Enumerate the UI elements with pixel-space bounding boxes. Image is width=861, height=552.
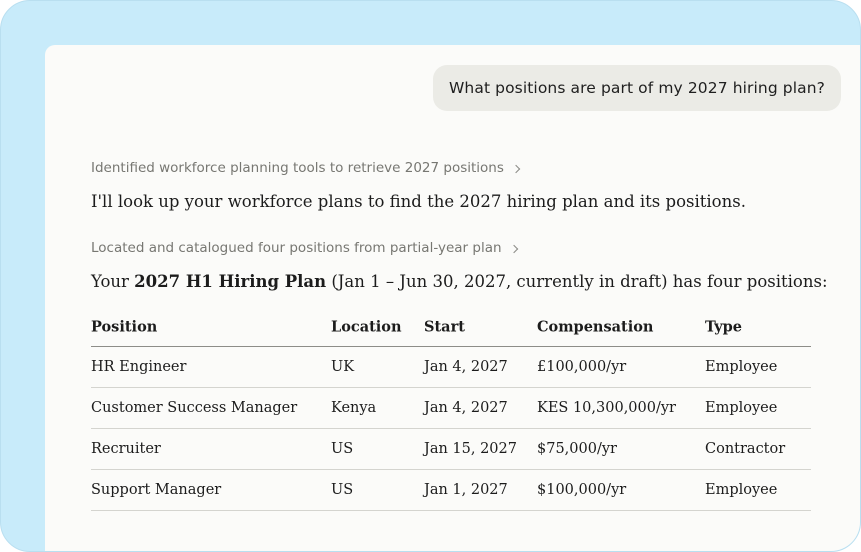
- cell-compensation: £100,000/yr: [537, 359, 627, 375]
- cell-start: Jan 15, 2027: [424, 441, 517, 457]
- summary-prefix: Your: [91, 272, 135, 291]
- table-header-row: [91, 307, 811, 347]
- cell-location: US: [331, 482, 354, 498]
- cell-position: HR Engineer: [91, 359, 187, 375]
- reasoning-step-2[interactable]: [91, 240, 517, 256]
- column-header-type: Type: [705, 318, 742, 335]
- cell-compensation: KES 10,300,000/yr: [537, 400, 676, 416]
- chat-panel: [45, 45, 861, 552]
- user-message-bubble: [433, 65, 841, 111]
- reasoning-step-label: Identified workforce planning tools to retrieve 2027 positions: [91, 160, 504, 176]
- cell-type: Contractor: [705, 441, 786, 457]
- column-header-location: Location: [331, 318, 402, 335]
- summary-suffix: (Jan 1 – Jun 30, 2027, currently in draft) has four positions:: [326, 272, 828, 291]
- table-row: [91, 347, 811, 388]
- reasoning-step-label: Located and catalogued four positions from partial-year plan: [91, 240, 502, 256]
- chevron-right-icon: [509, 244, 517, 252]
- cell-start: Jan 4, 2027: [424, 400, 508, 416]
- response-intro: I'll look up your workforce plans to find the 2027 hiring plan and its positions.: [91, 192, 746, 211]
- cell-type: Employee: [705, 400, 778, 416]
- table-row: [91, 470, 811, 511]
- positions-table: [91, 307, 811, 511]
- reasoning-step-1[interactable]: [91, 160, 519, 176]
- chevron-right-icon: [512, 164, 520, 172]
- column-header-position: Position: [91, 318, 158, 335]
- plan-name: 2027 H1 Hiring Plan: [134, 272, 327, 291]
- user-message-text: What positions are part of my 2027 hiring plan?: [449, 79, 825, 97]
- column-header-start: Start: [424, 318, 465, 335]
- cell-type: Employee: [705, 359, 778, 375]
- cell-type: Employee: [705, 482, 778, 498]
- response-summary: [91, 272, 828, 291]
- table-row: [91, 388, 811, 429]
- column-header-compensation: Compensation: [537, 318, 654, 335]
- cell-location: UK: [331, 359, 355, 375]
- table-row: [91, 429, 811, 470]
- cell-position: Customer Success Manager: [91, 400, 298, 416]
- cell-start: Jan 1, 2027: [424, 482, 508, 498]
- cell-location: US: [331, 441, 354, 457]
- cell-compensation: $75,000/yr: [537, 441, 617, 457]
- cell-position: Support Manager: [91, 482, 222, 498]
- cell-start: Jan 4, 2027: [424, 359, 508, 375]
- cell-position: Recruiter: [91, 441, 161, 457]
- cell-location: Kenya: [331, 400, 377, 416]
- cell-compensation: $100,000/yr: [537, 482, 627, 498]
